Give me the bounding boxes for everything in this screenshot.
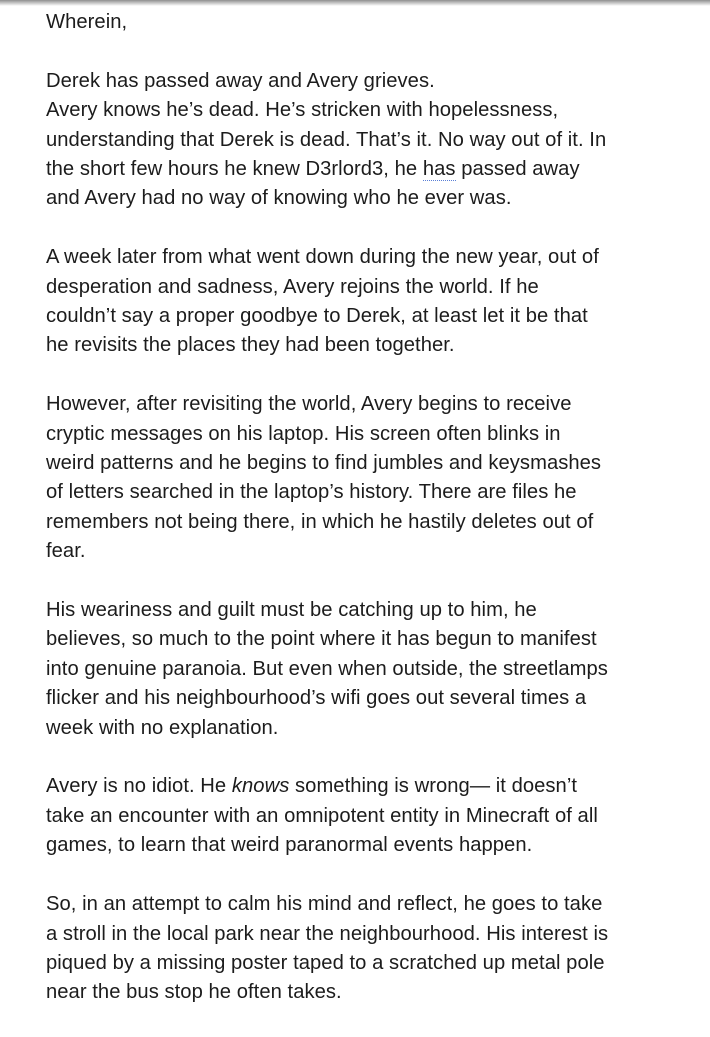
text-line: of letters searched in the laptop’s history. There are files he	[46, 481, 577, 504]
text-line: he revisits the places they had been together.	[46, 334, 455, 357]
text-line: piqued by a missing poster taped to a scratched up metal pole	[46, 951, 605, 974]
text-line: flicker and his neighbourhood’s wifi goes out several times a	[46, 687, 587, 710]
text-run: the short few hours he knew D3rlord3, he	[46, 158, 423, 181]
italic-word: knows	[231, 775, 290, 798]
text-line: take an encounter with an omnipotent entity in Minecraft of all	[46, 804, 598, 827]
text-line: His weariness and guilt must be catching up to him, he	[46, 599, 537, 622]
paragraph-5	[46, 772, 696, 860]
text-line: week with no explanation.	[46, 716, 279, 739]
text-line: believes, so much to the point where it has begun to manifest	[46, 628, 597, 651]
heading-paragraph	[46, 8, 696, 37]
text-line: Derek has passed away and Avery grieves.	[46, 69, 435, 92]
text-line: However, after revisiting the world, Avery begins to receive	[46, 393, 572, 416]
document-heading: Wherein,	[46, 11, 128, 33]
text-line: a stroll in the local park near the neighbourhood. His interest is	[46, 922, 609, 945]
paragraph-1	[46, 67, 696, 214]
text-line: weird patterns and he begins to find jumbles and keysmashes	[46, 452, 602, 475]
text-line: desperation and sadness, Avery rejoins the world. If he	[46, 275, 539, 298]
paragraph-6	[46, 890, 696, 1008]
text-line	[46, 772, 696, 801]
text-line: Avery knows he’s dead. He’s stricken with hopelessness,	[46, 99, 559, 122]
text-run: something is wrong— it doesn’t	[289, 775, 578, 798]
paragraph-3	[46, 390, 696, 566]
text-line: remembers not being there, in which he hastily deletes out of	[46, 510, 594, 533]
top-edge-shadow	[0, 0, 710, 6]
paragraph-2	[46, 243, 696, 361]
document-body	[46, 8, 696, 1037]
spellcheck-marked-word[interactable]: has	[422, 158, 456, 181]
text-line: So, in an attempt to calm his mind and reflect, he goes to take	[46, 893, 603, 916]
text-line: cryptic messages on his laptop. His screen often blinks in	[46, 422, 561, 445]
text-line: and Avery had no way of knowing who he ever was.	[46, 187, 512, 210]
text-line	[46, 155, 696, 184]
text-line: A week later from what went down during the new year, out of	[46, 246, 599, 269]
text-line: couldn’t say a proper goodbye to Derek, at least let it be that	[46, 305, 588, 328]
text-line: fear.	[46, 540, 86, 563]
paragraph-4	[46, 596, 696, 743]
text-run: passed away	[455, 158, 580, 181]
text-line: understanding that Derek is dead. That’s it. No way out of it. In	[46, 128, 607, 151]
text-line: games, to learn that weird paranormal events happen.	[46, 834, 533, 857]
text-line: into genuine paranoia. But even when outside, the streetlamps	[46, 657, 608, 680]
text-line: near the bus stop he often takes.	[46, 981, 342, 1004]
text-run: Avery is no idiot. He	[46, 775, 232, 798]
